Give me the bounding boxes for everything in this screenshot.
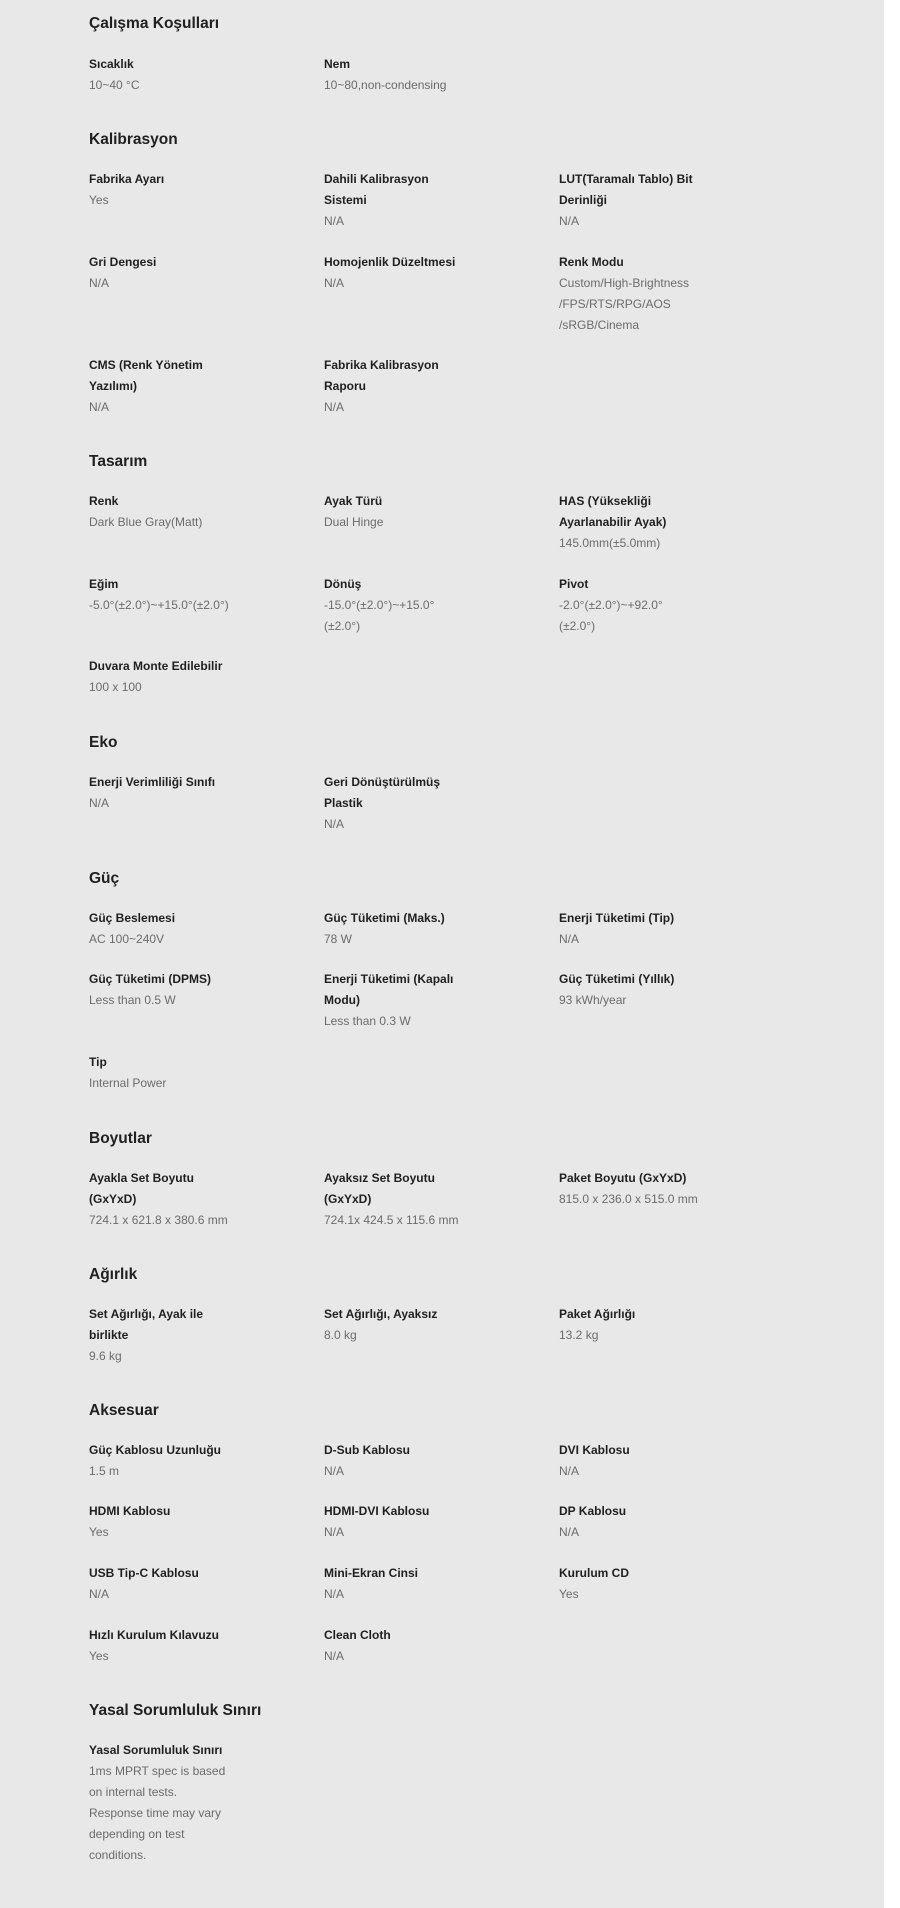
spec-item [559, 574, 719, 637]
spec-item [559, 252, 719, 336]
spec-item [89, 1625, 249, 1667]
spec-value: N/A [559, 214, 580, 228]
spec-label: Fabrika Ayarı [89, 172, 165, 186]
spec-value: Dual Hinge [324, 515, 384, 529]
spec-item [324, 1625, 484, 1667]
spec-label: Gri Dengesi [89, 255, 157, 269]
spec-label: Hızlı Kurulum Kılavuzu [89, 1628, 220, 1642]
spec-label: DVI Kablosu [559, 1443, 630, 1457]
spec-item [559, 908, 719, 950]
spec-value: 100 x 100 [89, 680, 142, 694]
spec-item [559, 1304, 719, 1346]
spec-label: Nem [324, 57, 351, 71]
spec-label: Paket Ağırlığı [559, 1307, 636, 1321]
spec-value: N/A [324, 1587, 345, 1601]
spec-label: Pivot [559, 577, 589, 591]
spec-value: Dark Blue Gray(Matt) [89, 515, 203, 529]
spec-value: 10~80,non-condensing [324, 78, 447, 92]
spec-label: Eğim [89, 577, 119, 591]
spec-item [89, 169, 249, 211]
spec-label: Ayak Türü [324, 494, 383, 508]
spec-value: N/A [324, 1649, 345, 1663]
spec-item [89, 1304, 249, 1367]
spec-value: N/A [89, 1587, 110, 1601]
spec-value: N/A [89, 400, 110, 414]
spec-label: Dahili Kalibrasyon Sistemi [324, 172, 429, 207]
section-title: Aksesuar [89, 1402, 159, 1419]
spec-label: Clean Cloth [324, 1628, 391, 1642]
spec-item [324, 1563, 484, 1605]
spec-label: Güç Tüketimi (Yıllık) [559, 972, 675, 986]
spec-item [89, 1440, 249, 1482]
spec-value: N/A [89, 276, 110, 290]
spec-item [324, 574, 484, 637]
spec-item [89, 656, 249, 698]
spec-value: -2.0°(±2.0°)~+92.0° (±2.0°) [559, 598, 663, 633]
spec-label: Sıcaklık [89, 57, 134, 71]
spec-item [89, 355, 249, 418]
spec-item [89, 908, 249, 950]
spec-label: Güç Kablosu Uzunluğu [89, 1443, 221, 1457]
spec-label: LUT(Taramalı Tablo) Bit Derinliği [559, 172, 693, 207]
spec-value: 10~40 °C [89, 78, 140, 92]
spec-item [559, 1501, 719, 1543]
spec-item [324, 491, 484, 533]
spec-label: CMS (Renk Yönetim Yazılımı) [89, 358, 203, 393]
spec-label: Enerji Tüketimi (Tip) [559, 911, 675, 925]
spec-label: Tip [89, 1055, 107, 1069]
spec-value: -5.0°(±2.0°)~+15.0°(±2.0°) [89, 598, 229, 612]
spec-item [324, 969, 484, 1032]
spec-value: 9.6 kg [89, 1349, 122, 1363]
section-title: Yasal Sorumluluk Sınırı [89, 1702, 262, 1719]
spec-value: Yes [89, 1525, 109, 1539]
spec-value: 1.5 m [89, 1464, 120, 1478]
spec-label: Güç Tüketimi (DPMS) [89, 972, 212, 986]
spec-value: N/A [324, 214, 345, 228]
spec-label: Dönüş [324, 577, 362, 591]
spec-value: Custom/High-Brightness /FPS/RTS/RPG/AOS /sRGB/Cinema [559, 276, 690, 332]
spec-item [324, 54, 484, 96]
spec-item [559, 1168, 719, 1210]
spec-item [324, 1168, 484, 1231]
spec-label: Güç Beslemesi [89, 911, 176, 925]
spec-value: -15.0°(±2.0°)~+15.0° (±2.0°) [324, 598, 435, 633]
spec-label: D-Sub Kablosu [324, 1443, 410, 1457]
spec-value: N/A [324, 1525, 345, 1539]
spec-item [324, 1304, 484, 1346]
spec-item [559, 491, 719, 554]
spec-value: N/A [324, 1464, 345, 1478]
spec-item [89, 491, 249, 533]
spec-item [324, 169, 484, 232]
spec-item [89, 1501, 249, 1543]
spec-item [89, 1740, 249, 1866]
spec-value: 93 kWh/year [559, 993, 627, 1007]
spec-value: N/A [324, 276, 345, 290]
spec-label: Fabrika Kalibrasyon Raporu [324, 358, 439, 393]
spec-label: HAS (Yüksekliği Ayarlanabilir Ayak) [559, 494, 667, 529]
spec-label: Ayakla Set Boyutu (GxYxD) [89, 1171, 194, 1206]
spec-label: Homojenlik Düzeltmesi [324, 255, 456, 269]
spec-value: 78 W [324, 932, 353, 946]
spec-value: N/A [559, 932, 580, 946]
spec-value: 815.0 x 236.0 x 515.0 mm [559, 1192, 698, 1206]
spec-item [559, 169, 719, 232]
spec-item [324, 908, 484, 950]
spec-value: Internal Power [89, 1076, 167, 1090]
spec-item [89, 772, 249, 814]
spec-value: 724.1 x 621.8 x 380.6 mm [89, 1213, 228, 1227]
spec-item [89, 1563, 249, 1605]
spec-item [324, 252, 484, 294]
spec-item [89, 252, 249, 294]
spec-label: Geri Dönüştürülmüş Plastik [324, 775, 441, 810]
spec-value: N/A [324, 817, 345, 831]
spec-label: Ayaksız Set Boyutu (GxYxD) [324, 1171, 435, 1206]
section-title: Eko [89, 734, 118, 751]
spec-item [559, 969, 719, 1011]
spec-value: 724.1x 424.5 x 115.6 mm [324, 1213, 459, 1227]
spec-label: Set Ağırlığı, Ayaksız [324, 1307, 438, 1321]
section-title: Boyutlar [89, 1130, 152, 1147]
spec-value: 13.2 kg [559, 1328, 599, 1342]
spec-item [89, 1168, 249, 1231]
spec-item [89, 1052, 249, 1094]
spec-value: N/A [89, 796, 110, 810]
spec-item [89, 574, 249, 616]
spec-value: AC 100~240V [89, 932, 165, 946]
spec-label: Yasal Sorumluluk Sınırı [89, 1743, 223, 1757]
spec-value: 145.0mm(±5.0mm) [559, 536, 661, 550]
spec-value: 1ms MPRT spec is based on internal tests. Response time may vary depending on test conditions. [89, 1764, 226, 1862]
section-title: Tasarım [89, 453, 148, 470]
spec-value: N/A [559, 1525, 580, 1539]
spec-label: Enerji Verimliliği Sınıfı [89, 775, 216, 789]
spec-value: Yes [89, 1649, 109, 1663]
spec-label: HDMI Kablosu [89, 1504, 171, 1518]
spec-value: Less than 0.3 W [324, 1014, 411, 1028]
spec-value: 8.0 kg [324, 1328, 357, 1342]
spec-label: Renk Modu [559, 255, 624, 269]
spec-item [324, 772, 484, 835]
spec-label: HDMI-DVI Kablosu [324, 1504, 430, 1518]
spec-label: Duvara Monte Edilebilir [89, 659, 223, 673]
spec-item [89, 54, 249, 96]
spec-item [559, 1563, 719, 1605]
section-title: Çalışma Koşulları [89, 15, 220, 32]
spec-value: Less than 0.5 W [89, 993, 176, 1007]
spec-value: Yes [559, 1587, 579, 1601]
spec-label: Mini-Ekran Cinsi [324, 1566, 419, 1580]
spec-label: USB Tip-C Kablosu [89, 1566, 199, 1580]
spec-item [324, 1440, 484, 1482]
section-title: Ağırlık [89, 1266, 138, 1283]
spec-value: Yes [89, 193, 109, 207]
spec-item [324, 355, 484, 418]
spec-item [559, 1440, 719, 1482]
spec-value: N/A [559, 1464, 580, 1478]
spec-label: Set Ağırlığı, Ayak ile birlikte [89, 1307, 204, 1342]
spec-label: Renk [89, 494, 119, 508]
section-title: Kalibrasyon [89, 131, 178, 148]
spec-label: Enerji Tüketimi (Kapalı Modu) [324, 972, 454, 1007]
spec-value: N/A [324, 400, 345, 414]
spec-label: Paket Boyutu (GxYxD) [559, 1171, 687, 1185]
spec-item [324, 1501, 484, 1543]
spec-label: DP Kablosu [559, 1504, 627, 1518]
spec-label: Güç Tüketimi (Maks.) [324, 911, 445, 925]
section-title: Güç [89, 870, 120, 887]
spec-item [89, 969, 249, 1011]
spec-label: Kurulum CD [559, 1566, 629, 1580]
